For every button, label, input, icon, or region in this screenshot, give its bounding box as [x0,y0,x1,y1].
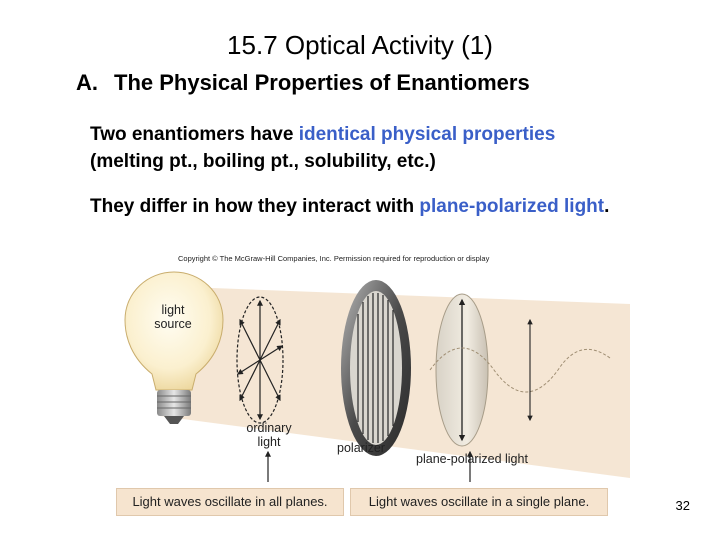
light-source-label-line2: source [154,317,192,331]
para2-text: They differ in how they interact with [90,196,420,217]
polarizer-icon [341,280,411,456]
page-number: 32 [675,498,690,513]
para1-highlight: identical physical properties [298,124,556,145]
polarizer-label: polarizer [337,441,385,455]
section-heading [76,70,530,96]
ordinary-light-label [236,421,302,449]
para2-period: . [604,196,610,217]
slide-title: 15.7 Optical Activity (1) [227,30,493,60]
paragraph-identical-properties [90,121,710,175]
ordinary-light-label-line1: ordinary [246,421,292,435]
callout-single-plane: Light waves oscillate in a single plane. [350,488,608,516]
light-source-label [140,303,206,331]
paragraph-polarized-light [90,193,650,220]
para1-examples: (melting pt., boiling pt., solubility, etc.) [90,151,436,172]
para2-highlight: plane-polarized light [419,196,605,217]
light-source-label-line1: light [161,303,185,317]
plane-polarized-light-label: plane-polarized light [416,452,528,466]
section-label: A. [76,70,98,95]
callout-all-planes: Light waves oscillate in all planes. [116,488,344,516]
copyright-notice: Copyright © The McGraw-Hill Companies, Inc. Permission required for reproduction or display [178,254,490,263]
para1-text: Two enantiomers have [90,124,299,145]
ordinary-light-label-line2: light [257,435,281,449]
section-heading-text: The Physical Properties of Enantiomers [114,70,530,95]
